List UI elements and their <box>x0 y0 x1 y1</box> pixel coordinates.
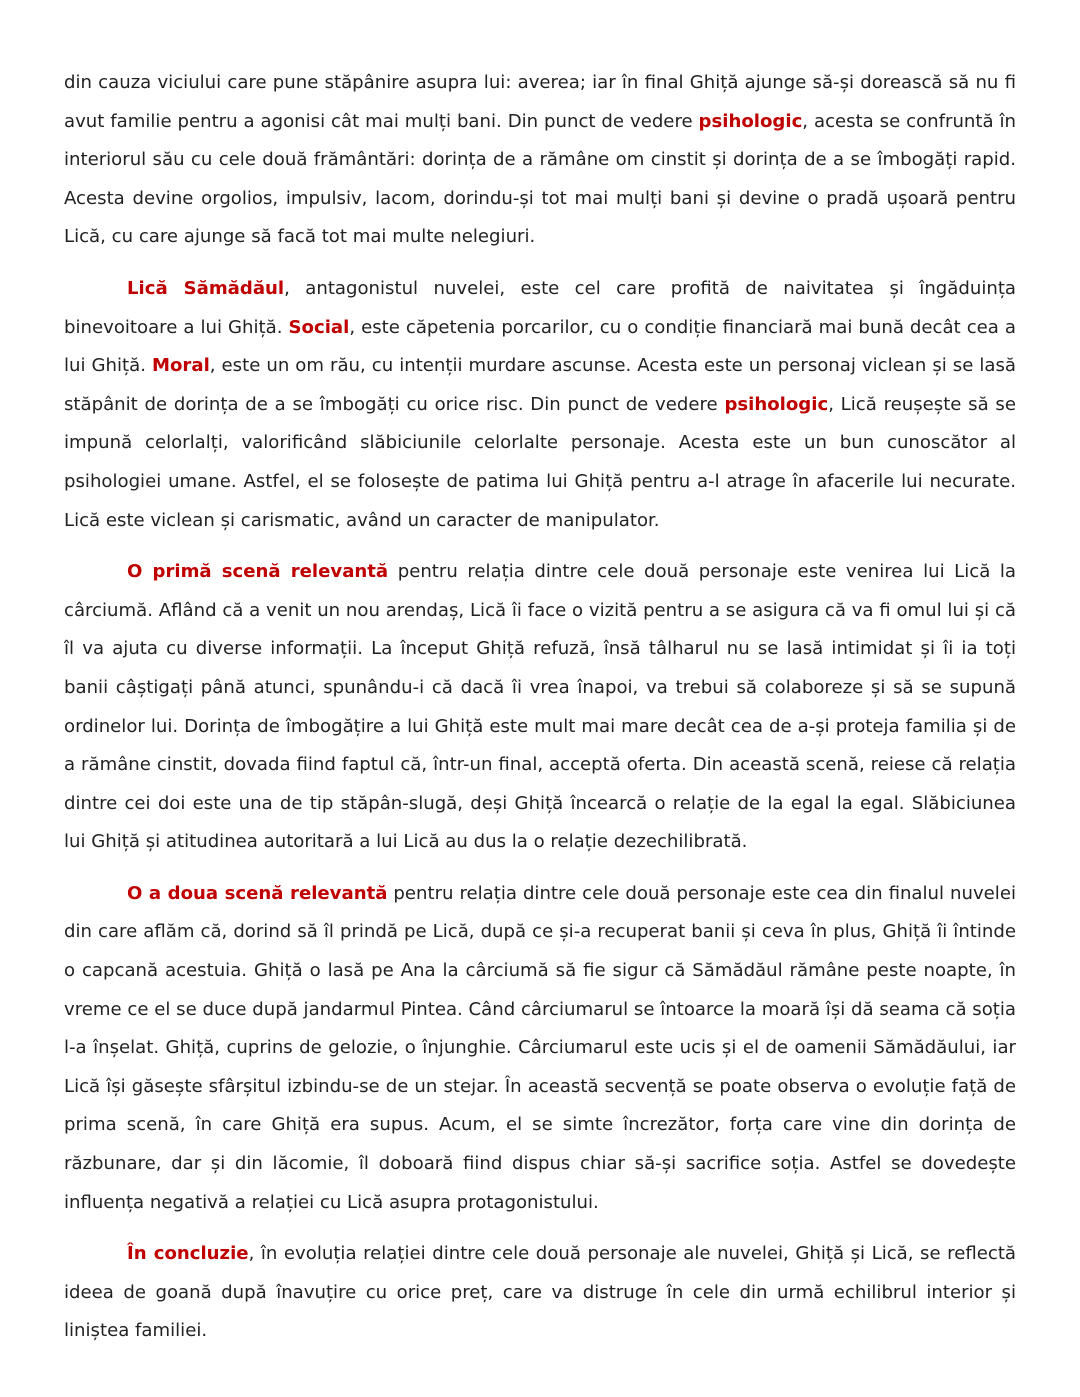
paragraph-3 <box>64 553 1016 862</box>
paragraph-5 <box>64 1235 1016 1351</box>
paragraph-3-highlight-prima-scena: O primă scenă relevantă <box>127 561 389 583</box>
paragraph-1-text-1: din cauza viciului care pune stăpânire asupra lui: averea; iar în final Ghiță ajunge să-și dorească să nu fi avut familie pentru a agonisi cât mai mulți bani. Din punct de vedere <box>64 72 1016 132</box>
paragraph-4-highlight-a-doua-scena: O a doua scenă relevantă <box>127 882 388 904</box>
paragraph-2-text-4: , Lică reușește să se impună celorlalți, valorificând slăbiciunile celorlalte personaje. Acesta este un bun cunoscător al psihologiei umane. Astfel, el se folosește de patima lui Ghiță pentru a-l atrage în afacerile lui necurate. Lică este viclean și carismatic, având un caracter de manipulator. <box>64 393 1016 531</box>
paragraph-1-highlight-psihologic: psihologic <box>698 110 803 132</box>
paragraph-2 <box>64 270 1016 540</box>
paragraph-5-highlight-concluzie: În concluzie <box>127 1243 249 1265</box>
paragraph-2-highlight-psihologic: psihologic <box>724 393 829 415</box>
paragraph-3-text-1: pentru relația dintre cele două personaje este venirea lui Lică la cârciumă. Aflând că a venit un nou arendaș, Lică îi face o vizită pentru a se asigura că va fi omul lui și că îl va ajuta cu diverse informații. La început Ghiță refuză, însă tâlharul nu se lasă intimidat și îi ia toți banii câștigați până atunci, spunându-i că dacă îi vrea înapoi, va trebui să colaboreze și să se supună ordinelor lui. Dorința de îmbogățire a lui Ghiță este mult mai mare decât cea de a-și proteja familia și de a rămâne cinstit, dovada fiind faptul că, într-un final, acceptă oferta. Din această scenă, reiese că relația dintre cei doi este una de tip stăpân-slugă, deși Ghiță încearcă o relație de la egal la egal. Slăbiciunea lui Ghiță și atitudinea autoritară a lui Lică au dus la o relație dezechilibrată. <box>64 561 1016 853</box>
paragraph-2-text-1: , antagonistul nuvelei, este cel care profită de naivitatea și îngăduința binevoitoare a lui Ghiță. <box>64 277 1017 338</box>
paragraph-1-text-2: , acesta se confruntă în interiorul său cu cele două frământări: dorința de a rămâne om cinstit și dorința de a se îmbogăți rapid. Acesta devine orgolios, impulsiv, lacom, dorindu-și tot mai mulți bani și devine o pradă ușoară pentru Lică, cu care ajunge să facă tot mai multe nelegiuri. <box>64 110 1016 248</box>
paragraph-2-text-2: , este căpetenia porcarilor, cu o condiție financiară mai bună decât cea a lui Ghiță. <box>64 316 1016 377</box>
paragraph-4-text-1: pentru relația dintre cele două personaje este cea din finalul nuvelei din care aflăm că, dorind să îl prindă pe Lică, după ce și-a recuperat banii și ceva în plus, Ghiță îi întinde o capcană acestuia. Ghiță o lasă pe Ana la cârciumă să fie sigur că Sămădăul rămâne peste noapte, în vreme ce el se duce după jandarmul Pintea. Când cârciumarul se întoarce la moară își dă seama că soția l-a înșelat. Ghiță, cuprins de gelozie, o înjunghie. Cârciumarul este ucis și el de oamenii Sămădăului, iar Lică își găsește sfârșitul izbindu-se de un stejar. În această secvență se poate observa o evoluție față de prima scenă, în care Ghiță era supus. Acum, el se simte încrezător, forța care vine din dorința de răzbunare, dar și din lăcomie, îl doboară fiind dispus chiar să-și sacrifice soția. Astfel se dovedește influența negativă a relației cu Lică asupra protagonistului. <box>64 882 1016 1213</box>
paragraph-2-highlight-social: Social <box>288 316 350 338</box>
paragraph-4 <box>64 875 1016 1222</box>
paragraph-2-text-3: , este un om rău, cu intenții murdare ascunse. Acesta este un personaj viclean și se lasă stăpânit de dorința de a se îmbogăți cu orice risc. Din punct de vedere <box>64 355 1016 415</box>
paragraph-2-highlight-lica-samadaul: Lică Sămădăul <box>127 277 285 299</box>
paragraph-1 <box>64 64 1016 257</box>
paragraph-2-highlight-moral: Moral <box>152 355 210 377</box>
paragraph-5-text-1: , în evoluția relației dintre cele două personaje ale nuvelei, Ghiță și Lică, se reflectă ideea de goană după înavuțire cu orice preț, care va distruge în cele din urmă echilibrul interior și liniștea familiei. <box>64 1243 1017 1342</box>
